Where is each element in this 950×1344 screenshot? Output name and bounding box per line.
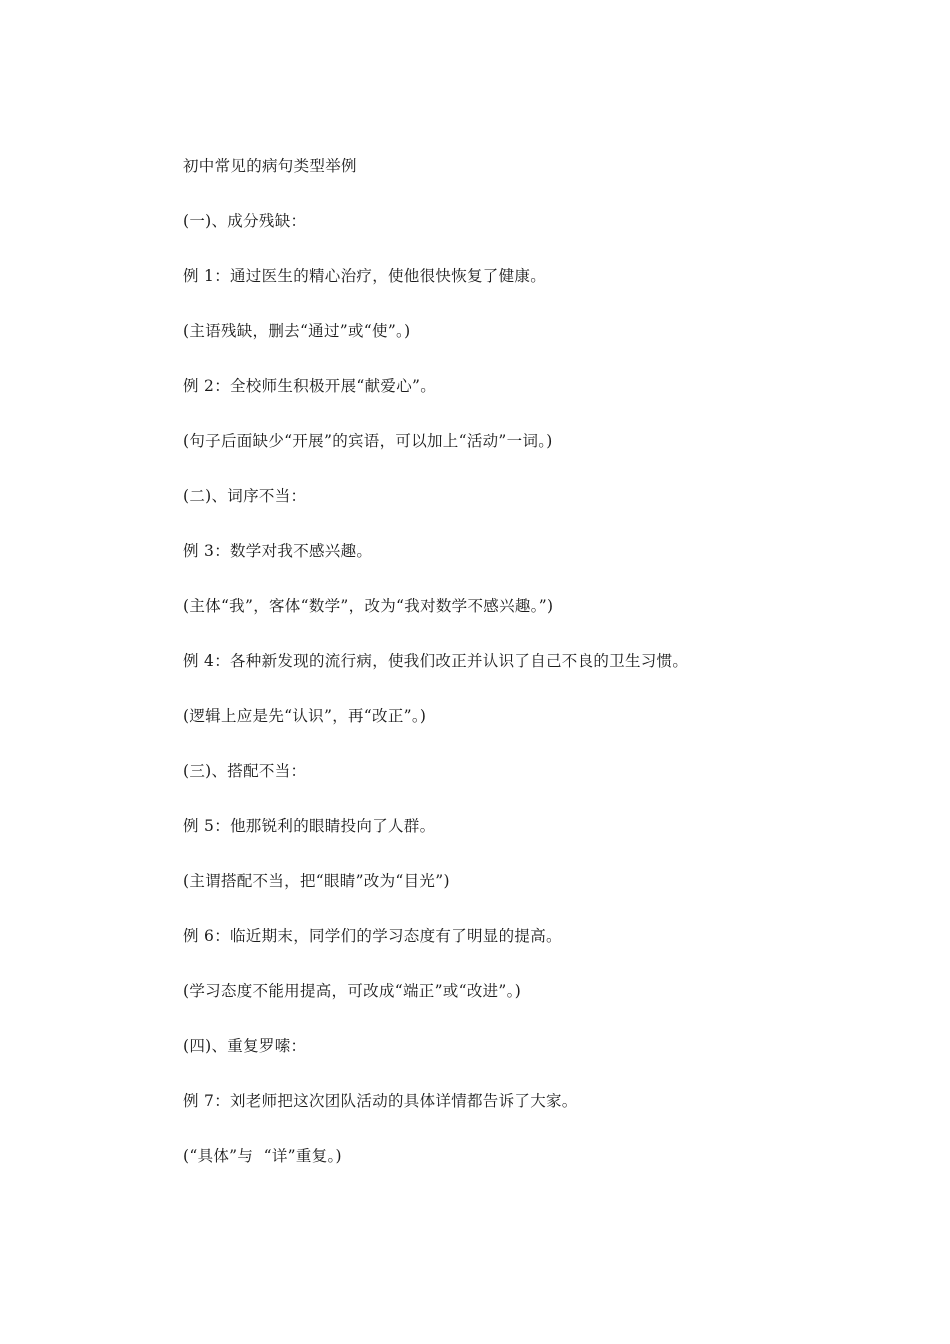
section-heading: (四)、重复罗嗦：: [183, 1037, 307, 1055]
example-sentence: 例 3：数学对我不感兴趣。: [183, 542, 373, 560]
section-heading: (二)、词序不当：: [183, 487, 307, 505]
example-sentence: 例 4：各种新发现的流行病，使我们改正并认识了自己不良的卫生习惯。: [183, 652, 689, 670]
example-explanation: (“具体”与 “详”重复。): [183, 1147, 342, 1165]
example-explanation: (学习态度不能用提高，可改成“端正”或“改进”。): [183, 982, 522, 1000]
example-sentence: 例 5：他那锐利的眼睛投向了人群。: [183, 817, 436, 835]
example-sentence: 例 7：刘老师把这次团队活动的具体详情都告诉了大家。: [183, 1092, 578, 1110]
example-explanation: (句子后面缺少“开展”的宾语，可以加上“活动”一词。): [183, 432, 553, 450]
example-sentence: 例 6：临近期末，同学们的学习态度有了明显的提高。: [183, 927, 562, 945]
example-explanation: (主谓搭配不当，把“眼睛”改为“目光”): [183, 872, 450, 890]
document-title: 初中常见的病句类型举例: [183, 157, 357, 175]
section-heading: (一)、成分残缺：: [183, 212, 307, 230]
example-sentence: 例 2：全校师生积极开展“献爱心”。: [183, 377, 437, 395]
example-explanation: (逻辑上应是先“认识”，再“改正”。): [183, 707, 427, 725]
example-sentence: 例 1：通过医生的精心治疗，使他很快恢复了健康。: [183, 267, 546, 285]
example-explanation: (主体“我”，客体“数学”，改为“我对数学不感兴趣。”): [183, 597, 554, 615]
example-explanation: (主语残缺，删去“通过”或“使”。): [183, 322, 411, 340]
section-heading: (三)、搭配不当：: [183, 762, 307, 780]
